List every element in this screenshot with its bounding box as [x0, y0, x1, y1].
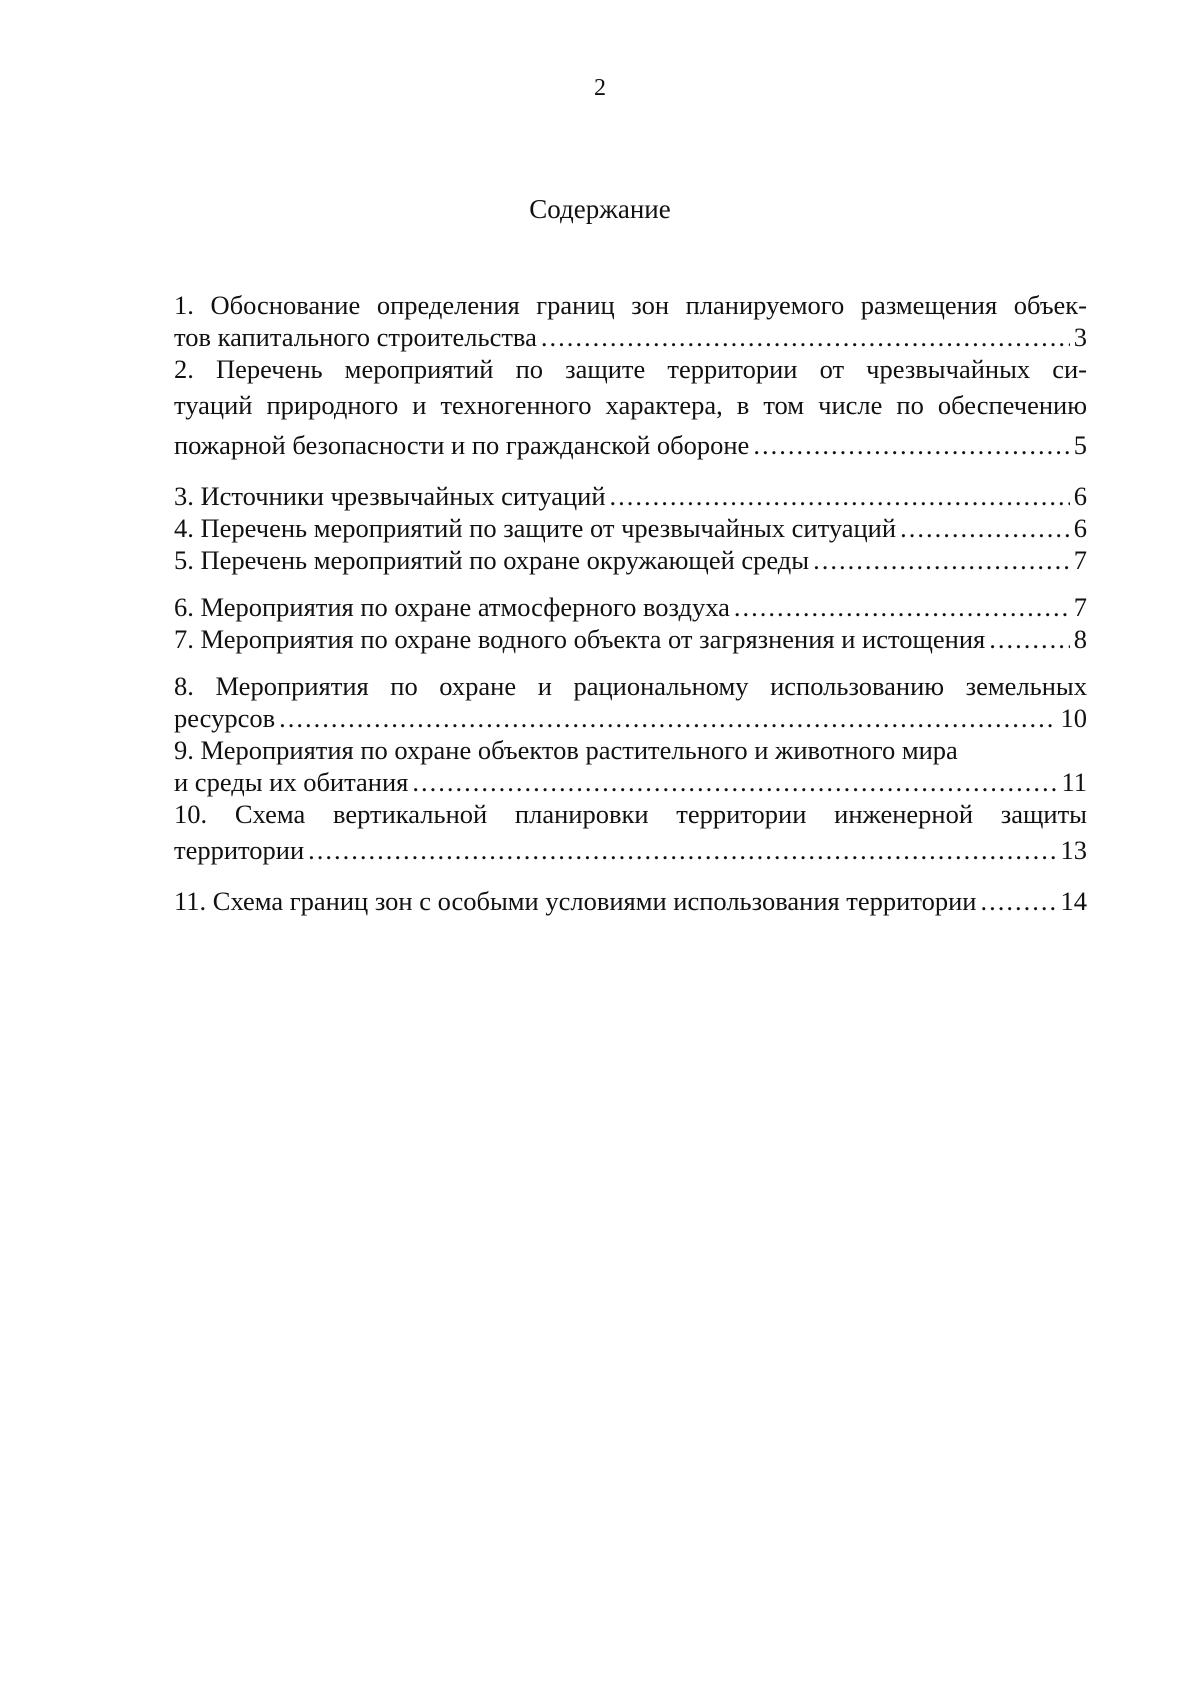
toc-entry-10-title: территории [174, 835, 305, 865]
toc-entry-3[interactable] [174, 480, 1087, 512]
toc-entry-11-title: 11. Схема границ зон с особыми условиями использования территории [174, 886, 977, 916]
toc-entry-2-line-1: 2. Перечень мероприятий по защите территории от чрезвычайных си- [174, 354, 1087, 384]
toc-entry-9-title: и среды их обитания [174, 767, 409, 797]
toc-entry-7-page: 8 [1073, 624, 1087, 654]
toc-entry-9-line-1: 9. Мероприятия по охране объектов растительного и животного мира [174, 735, 958, 765]
toc-entry-4-page: 6 [1073, 513, 1087, 543]
toc-leader-dots [813, 544, 1070, 576]
toc-leader-dots [734, 591, 1070, 623]
toc-entry-6-title: 6. Мероприятия по охране атмосферного воздуха [174, 592, 730, 622]
toc-entry-8[interactable] [174, 670, 1087, 734]
toc-leader-dots [610, 480, 1070, 512]
toc-entry-10-line-1: 10. Схема вертикальной планировки территории инженерной защиты [174, 799, 1087, 829]
toc-leader-dots [541, 321, 1070, 353]
toc-entry-10[interactable] [174, 798, 1087, 870]
toc-entry-6[interactable] [174, 591, 1087, 623]
toc-entry-9-page: 11 [1061, 767, 1087, 797]
toc-entry-11[interactable] [174, 885, 1087, 917]
toc-entry-5[interactable] [174, 544, 1087, 576]
toc-entry-1[interactable] [174, 289, 1087, 353]
toc-title: Содержание [529, 194, 671, 224]
toc-entry-7-title: 7. Мероприятия по охране водного объекта от загрязнения и истощения [174, 624, 986, 654]
toc-entry-1-page: 3 [1073, 322, 1087, 352]
toc-entry-7[interactable] [174, 623, 1087, 655]
toc-entry-6-page: 7 [1073, 592, 1087, 622]
toc-entry-4-last-line [174, 512, 1087, 544]
toc-entry-7-last-line [174, 623, 1087, 655]
toc-entry-2-last-line [174, 425, 1087, 465]
toc-leader-dots [412, 766, 1057, 798]
toc-entry-10-last-line [174, 830, 1087, 870]
page-number: 2 [594, 75, 606, 101]
toc-entry-1-last-line [174, 321, 1087, 353]
toc-entry-1-title: тов капитального строительства [174, 322, 537, 352]
toc-leader-dots [279, 702, 1056, 734]
toc-entry-9[interactable] [174, 734, 1087, 798]
toc-entry-8-page: 10 [1060, 703, 1087, 733]
toc-entry-6-last-line [174, 591, 1087, 623]
toc-leader-dots [989, 623, 1070, 655]
table-of-contents [174, 289, 1087, 917]
toc-entry-5-last-line [174, 544, 1087, 576]
toc-entry-2-page: 5 [1073, 430, 1087, 460]
toc-entry-5-title: 5. Перечень мероприятий по охране окружающей среды [174, 545, 810, 575]
toc-leader-dots [900, 512, 1070, 544]
toc-leader-dots [980, 885, 1056, 917]
toc-entry-11-last-line [174, 885, 1087, 917]
toc-entry-3-title: 3. Источники чрезвычайных ситуаций [174, 481, 606, 511]
toc-entry-8-last-line [174, 702, 1087, 734]
toc-entry-5-page: 7 [1073, 545, 1087, 575]
toc-leader-dots [308, 830, 1056, 870]
toc-entry-10-page: 13 [1060, 835, 1087, 865]
toc-entry-8-title: ресурсов [174, 703, 276, 733]
toc-entry-2[interactable] [174, 353, 1087, 465]
toc-entry-8-line-1: 8. Мероприятия по охране и рациональному использованию земельных [174, 671, 1087, 701]
toc-entry-2-title: пожарной безопасности и по гражданской обороне [174, 430, 750, 460]
toc-entry-1-line-1: 1. Обоснование определения границ зон планируемого размещения объек- [174, 290, 1087, 320]
toc-entry-11-page: 14 [1060, 886, 1087, 916]
toc-leader-dots [753, 425, 1069, 465]
toc-entry-3-page: 6 [1073, 481, 1087, 511]
toc-entry-3-last-line [174, 480, 1087, 512]
toc-entry-2-line-2: туаций природного и техногенного характера, в том числе по обеспечению [174, 390, 1087, 420]
toc-entry-4-title: 4. Перечень мероприятий по защите от чрезвычайных ситуаций [174, 513, 897, 543]
toc-entry-9-last-line [174, 766, 1087, 798]
toc-entry-4[interactable] [174, 512, 1087, 544]
